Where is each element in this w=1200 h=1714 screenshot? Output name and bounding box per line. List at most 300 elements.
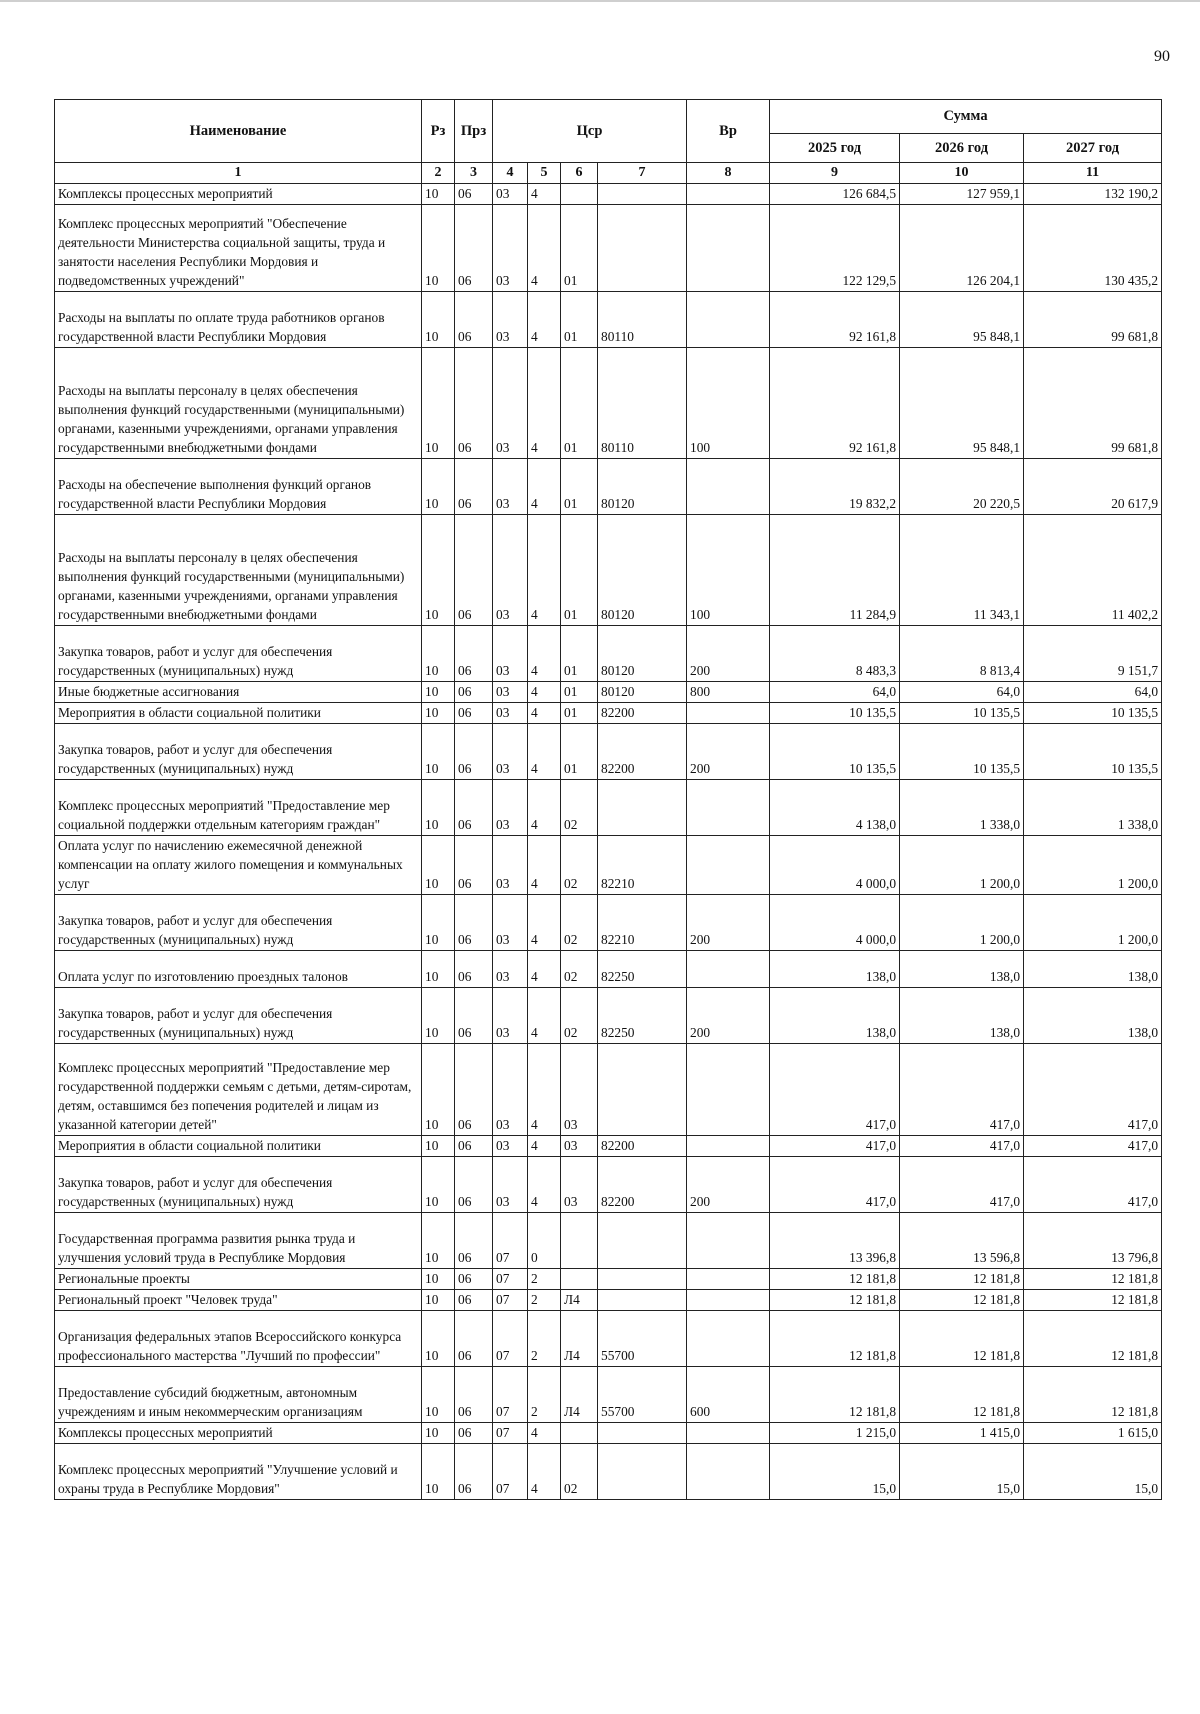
- row-prz: 06: [455, 1423, 493, 1444]
- row-amount-2026: 11 343,1: [900, 515, 1024, 626]
- row-prz: 06: [455, 1213, 493, 1269]
- row-cer-7: 55700: [598, 1311, 687, 1367]
- row-amount-2025: 126 684,5: [770, 184, 900, 205]
- row-amount-2027: 13 796,8: [1024, 1213, 1162, 1269]
- header-prz: Прз: [455, 100, 493, 163]
- row-cer-6: 01: [561, 459, 598, 515]
- row-rz: 10: [422, 895, 455, 951]
- header-name: Наименование: [55, 100, 422, 163]
- row-cer-7: 82200: [598, 724, 687, 780]
- budget-table: [54, 99, 1162, 1500]
- row-prz: 06: [455, 1311, 493, 1367]
- row-amount-2027: 10 135,5: [1024, 703, 1162, 724]
- row-amount-2027: 9 151,7: [1024, 626, 1162, 682]
- row-vr: 600: [687, 1367, 770, 1423]
- row-rz: 10: [422, 515, 455, 626]
- row-vr: [687, 205, 770, 292]
- table-row: [55, 515, 1162, 626]
- table-row: [55, 895, 1162, 951]
- row-amount-2026: 12 181,8: [900, 1269, 1024, 1290]
- row-cer-5: 2: [528, 1290, 561, 1311]
- row-cer-5: 4: [528, 682, 561, 703]
- column-number: 6: [561, 163, 598, 184]
- row-name: Предоставление субсидий бюджетным, автономным учреждениям и иным некоммерческим организациям: [55, 1367, 422, 1423]
- row-name: Закупка товаров, работ и услуг для обеспечения государственных (муниципальных) нужд: [55, 626, 422, 682]
- row-prz: 06: [455, 515, 493, 626]
- row-cer-6: 01: [561, 724, 598, 780]
- row-amount-2025: 12 181,8: [770, 1367, 900, 1423]
- row-rz: 10: [422, 348, 455, 459]
- row-cer-7: 80120: [598, 515, 687, 626]
- row-cer-4: 07: [493, 1213, 528, 1269]
- row-amount-2026: 12 181,8: [900, 1290, 1024, 1311]
- header-year-2026: 2026 год: [900, 134, 1024, 163]
- row-vr: 100: [687, 515, 770, 626]
- row-amount-2025: 138,0: [770, 988, 900, 1044]
- row-cer-4: 03: [493, 951, 528, 988]
- row-amount-2026: 1 415,0: [900, 1423, 1024, 1444]
- row-amount-2027: 99 681,8: [1024, 348, 1162, 459]
- table-row: [55, 205, 1162, 292]
- row-cer-4: 03: [493, 895, 528, 951]
- row-amount-2026: 64,0: [900, 682, 1024, 703]
- row-amount-2026: 10 135,5: [900, 703, 1024, 724]
- row-prz: 06: [455, 703, 493, 724]
- row-amount-2027: 1 200,0: [1024, 836, 1162, 895]
- row-rz: 10: [422, 951, 455, 988]
- header-vr: Вр: [687, 100, 770, 163]
- row-cer-6: Л4: [561, 1311, 598, 1367]
- table-row: [55, 1311, 1162, 1367]
- row-rz: 10: [422, 836, 455, 895]
- row-cer-7: 80120: [598, 459, 687, 515]
- row-cer-6: 02: [561, 1444, 598, 1500]
- row-name: Мероприятия в области социальной политики: [55, 703, 422, 724]
- row-vr: [687, 1213, 770, 1269]
- row-cer-6: 01: [561, 348, 598, 459]
- row-amount-2025: 417,0: [770, 1044, 900, 1136]
- row-amount-2025: 4 000,0: [770, 836, 900, 895]
- row-cer-7: [598, 1290, 687, 1311]
- row-cer-6: 01: [561, 703, 598, 724]
- row-cer-5: 4: [528, 515, 561, 626]
- row-name: Закупка товаров, работ и услуг для обеспечения государственных (муниципальных) нужд: [55, 724, 422, 780]
- table-row: [55, 951, 1162, 988]
- row-cer-6: [561, 1423, 598, 1444]
- row-vr: [687, 836, 770, 895]
- row-amount-2025: 13 396,8: [770, 1213, 900, 1269]
- row-name: Мероприятия в области социальной политики: [55, 1136, 422, 1157]
- row-name: Расходы на выплаты персоналу в целях обеспечения выполнения функций государственными (муниципальными) органами, казенными учреждениями, органами управления государственными внебюджетными фондами: [55, 515, 422, 626]
- row-rz: 10: [422, 1311, 455, 1367]
- row-name: Комплексы процессных мероприятий: [55, 184, 422, 205]
- row-amount-2027: 20 617,9: [1024, 459, 1162, 515]
- row-amount-2025: 15,0: [770, 1444, 900, 1500]
- row-amount-2027: 138,0: [1024, 951, 1162, 988]
- table-row: [55, 626, 1162, 682]
- row-amount-2027: 10 135,5: [1024, 724, 1162, 780]
- row-cer-6: 01: [561, 626, 598, 682]
- row-amount-2026: 1 338,0: [900, 780, 1024, 836]
- table-row: [55, 1444, 1162, 1500]
- row-amount-2026: 8 813,4: [900, 626, 1024, 682]
- column-number: 3: [455, 163, 493, 184]
- column-number: 10: [900, 163, 1024, 184]
- row-cer-4: 03: [493, 292, 528, 348]
- row-cer-6: [561, 1213, 598, 1269]
- row-name: Расходы на выплаты персоналу в целях обеспечения выполнения функций государственными (муниципальными) органами, казенными учреждениями, органами управления государственными внебюджетными фондами: [55, 348, 422, 459]
- row-amount-2025: 12 181,8: [770, 1311, 900, 1367]
- row-cer-6: 03: [561, 1157, 598, 1213]
- row-name: Региональный проект "Человек труда": [55, 1290, 422, 1311]
- row-rz: 10: [422, 988, 455, 1044]
- row-cer-5: 4: [528, 292, 561, 348]
- header-year-2025: 2025 год: [770, 134, 900, 163]
- row-name: Закупка товаров, работ и услуг для обеспечения государственных (муниципальных) нужд: [55, 1157, 422, 1213]
- row-cer-5: 4: [528, 1136, 561, 1157]
- row-cer-5: 4: [528, 626, 561, 682]
- row-prz: 06: [455, 724, 493, 780]
- row-amount-2027: 1 338,0: [1024, 780, 1162, 836]
- row-cer-4: 03: [493, 205, 528, 292]
- row-amount-2027: 99 681,8: [1024, 292, 1162, 348]
- row-amount-2025: 12 181,8: [770, 1290, 900, 1311]
- row-name: Оплата услуг по изготовлению проездных талонов: [55, 951, 422, 988]
- table-row: [55, 1213, 1162, 1269]
- row-cer-6: 01: [561, 292, 598, 348]
- row-vr: 800: [687, 682, 770, 703]
- row-amount-2026: 138,0: [900, 988, 1024, 1044]
- row-prz: 06: [455, 1444, 493, 1500]
- row-cer-4: 03: [493, 1136, 528, 1157]
- row-amount-2026: 1 200,0: [900, 895, 1024, 951]
- row-vr: 200: [687, 895, 770, 951]
- row-vr: [687, 1044, 770, 1136]
- row-rz: 10: [422, 1444, 455, 1500]
- row-amount-2025: 4 138,0: [770, 780, 900, 836]
- row-cer-6: 02: [561, 780, 598, 836]
- row-prz: 06: [455, 895, 493, 951]
- row-amount-2027: 130 435,2: [1024, 205, 1162, 292]
- row-cer-6: 03: [561, 1136, 598, 1157]
- row-vr: [687, 1269, 770, 1290]
- row-cer-6: [561, 184, 598, 205]
- column-number: 7: [598, 163, 687, 184]
- row-prz: 06: [455, 780, 493, 836]
- row-rz: 10: [422, 205, 455, 292]
- row-cer-6: 02: [561, 895, 598, 951]
- row-rz: 10: [422, 1423, 455, 1444]
- row-cer-7: 82210: [598, 836, 687, 895]
- row-amount-2026: 417,0: [900, 1136, 1024, 1157]
- row-cer-4: 03: [493, 682, 528, 703]
- row-cer-4: 03: [493, 703, 528, 724]
- row-vr: [687, 1136, 770, 1157]
- row-cer-5: 4: [528, 1444, 561, 1500]
- table-row: [55, 348, 1162, 459]
- row-amount-2025: 12 181,8: [770, 1269, 900, 1290]
- row-amount-2026: 20 220,5: [900, 459, 1024, 515]
- row-cer-4: 07: [493, 1290, 528, 1311]
- row-amount-2025: 8 483,3: [770, 626, 900, 682]
- table-row: [55, 184, 1162, 205]
- header-summa: Сумма: [770, 100, 1162, 134]
- row-cer-5: 4: [528, 348, 561, 459]
- row-cer-5: 4: [528, 703, 561, 724]
- row-cer-7: 82210: [598, 895, 687, 951]
- table-row: [55, 1157, 1162, 1213]
- page-number: 90: [1154, 48, 1170, 65]
- row-cer-4: 03: [493, 459, 528, 515]
- row-rz: 10: [422, 703, 455, 724]
- row-cer-5: 2: [528, 1311, 561, 1367]
- row-cer-4: 03: [493, 1157, 528, 1213]
- column-number: 4: [493, 163, 528, 184]
- row-amount-2025: 417,0: [770, 1136, 900, 1157]
- row-cer-7: 55700: [598, 1367, 687, 1423]
- header-rz: Рз: [422, 100, 455, 163]
- table-row: [55, 1044, 1162, 1136]
- row-name: Комплекс процессных мероприятий "Предоставление мер государственной поддержки семьям с детьми, детям-сиротам, детям, оставшимся без попечения родителей и лицам из указанной категории детей": [55, 1044, 422, 1136]
- row-prz: 06: [455, 1269, 493, 1290]
- row-amount-2027: 12 181,8: [1024, 1269, 1162, 1290]
- row-amount-2025: 64,0: [770, 682, 900, 703]
- row-vr: [687, 184, 770, 205]
- row-cer-6: Л4: [561, 1290, 598, 1311]
- table-row: [55, 292, 1162, 348]
- row-prz: 06: [455, 626, 493, 682]
- header-cer: Цср: [493, 100, 687, 163]
- row-amount-2025: 1 215,0: [770, 1423, 900, 1444]
- column-number: 11: [1024, 163, 1162, 184]
- row-name: Комплекс процессных мероприятий "Предоставление мер социальной поддержки отдельным категориям граждан": [55, 780, 422, 836]
- row-amount-2027: 1 200,0: [1024, 895, 1162, 951]
- row-cer-4: 03: [493, 348, 528, 459]
- row-cer-4: 03: [493, 1044, 528, 1136]
- row-cer-7: [598, 1044, 687, 1136]
- row-rz: 10: [422, 724, 455, 780]
- row-rz: 10: [422, 1269, 455, 1290]
- row-cer-7: [598, 184, 687, 205]
- row-vr: [687, 703, 770, 724]
- row-amount-2027: 132 190,2: [1024, 184, 1162, 205]
- row-amount-2025: 138,0: [770, 951, 900, 988]
- row-amount-2026: 126 204,1: [900, 205, 1024, 292]
- row-vr: 100: [687, 348, 770, 459]
- column-number: 5: [528, 163, 561, 184]
- row-prz: 06: [455, 1290, 493, 1311]
- row-amount-2026: 95 848,1: [900, 292, 1024, 348]
- row-prz: 06: [455, 184, 493, 205]
- row-amount-2025: 4 000,0: [770, 895, 900, 951]
- row-cer-5: 4: [528, 951, 561, 988]
- row-vr: [687, 1290, 770, 1311]
- row-cer-7: 82200: [598, 703, 687, 724]
- row-name: Расходы на выплаты по оплате труда работников органов государственной власти Республики Мордовия: [55, 292, 422, 348]
- row-name: Комплекс процессных мероприятий "Обеспечение деятельности Министерства социальной защиты, труда и занятости населения Республики Мордовия и подведомственных учреждений": [55, 205, 422, 292]
- row-cer-7: 80110: [598, 348, 687, 459]
- row-amount-2027: 417,0: [1024, 1044, 1162, 1136]
- row-prz: 06: [455, 1367, 493, 1423]
- row-amount-2027: 12 181,8: [1024, 1367, 1162, 1423]
- row-cer-6: 02: [561, 988, 598, 1044]
- row-cer-4: 03: [493, 780, 528, 836]
- row-prz: 06: [455, 459, 493, 515]
- row-name: Закупка товаров, работ и услуг для обеспечения государственных (муниципальных) нужд: [55, 895, 422, 951]
- row-rz: 10: [422, 184, 455, 205]
- row-cer-4: 03: [493, 184, 528, 205]
- row-cer-5: 4: [528, 836, 561, 895]
- row-cer-6: 01: [561, 515, 598, 626]
- row-cer-5: 4: [528, 895, 561, 951]
- row-cer-4: 03: [493, 988, 528, 1044]
- row-amount-2026: 10 135,5: [900, 724, 1024, 780]
- row-cer-4: 07: [493, 1311, 528, 1367]
- row-vr: 200: [687, 626, 770, 682]
- table-row: [55, 724, 1162, 780]
- row-amount-2027: 12 181,8: [1024, 1290, 1162, 1311]
- row-prz: 06: [455, 836, 493, 895]
- row-prz: 06: [455, 1157, 493, 1213]
- table-body: [55, 184, 1162, 1500]
- row-amount-2025: 10 135,5: [770, 724, 900, 780]
- row-vr: [687, 459, 770, 515]
- row-cer-5: 0: [528, 1213, 561, 1269]
- table-row: [55, 1136, 1162, 1157]
- row-cer-7: 82250: [598, 988, 687, 1044]
- row-amount-2026: 417,0: [900, 1157, 1024, 1213]
- column-number: 9: [770, 163, 900, 184]
- table-row: [55, 988, 1162, 1044]
- row-rz: 10: [422, 1044, 455, 1136]
- row-cer-6: 01: [561, 682, 598, 703]
- row-cer-5: 4: [528, 184, 561, 205]
- column-number: 8: [687, 163, 770, 184]
- row-name: Расходы на обеспечение выполнения функций органов государственной власти Республики Мордовия: [55, 459, 422, 515]
- row-amount-2026: 95 848,1: [900, 348, 1024, 459]
- row-vr: 200: [687, 988, 770, 1044]
- row-name: Организация федеральных этапов Всероссийского конкурса профессионального мастерства "Лучший по профессии": [55, 1311, 422, 1367]
- row-amount-2027: 15,0: [1024, 1444, 1162, 1500]
- table-row: [55, 703, 1162, 724]
- row-cer-7: [598, 1423, 687, 1444]
- row-amount-2026: 417,0: [900, 1044, 1024, 1136]
- table-row: [55, 682, 1162, 703]
- row-amount-2025: 122 129,5: [770, 205, 900, 292]
- table-row: [55, 836, 1162, 895]
- row-amount-2026: 12 181,8: [900, 1311, 1024, 1367]
- row-cer-5: 2: [528, 1367, 561, 1423]
- row-cer-6: Л4: [561, 1367, 598, 1423]
- row-cer-4: 03: [493, 626, 528, 682]
- row-prz: 06: [455, 205, 493, 292]
- table-row: [55, 1269, 1162, 1290]
- column-number: 1: [55, 163, 422, 184]
- row-vr: [687, 951, 770, 988]
- row-cer-7: [598, 1269, 687, 1290]
- row-cer-6: 01: [561, 205, 598, 292]
- row-name: Комплексы процессных мероприятий: [55, 1423, 422, 1444]
- row-prz: 06: [455, 951, 493, 988]
- row-cer-5: 4: [528, 988, 561, 1044]
- row-cer-7: [598, 780, 687, 836]
- row-amount-2027: 11 402,2: [1024, 515, 1162, 626]
- row-amount-2026: 1 200,0: [900, 836, 1024, 895]
- row-rz: 10: [422, 459, 455, 515]
- row-amount-2026: 12 181,8: [900, 1367, 1024, 1423]
- row-amount-2027: 138,0: [1024, 988, 1162, 1044]
- row-cer-4: 07: [493, 1423, 528, 1444]
- row-vr: 200: [687, 724, 770, 780]
- row-prz: 06: [455, 682, 493, 703]
- row-cer-7: [598, 1444, 687, 1500]
- row-cer-5: 4: [528, 780, 561, 836]
- row-amount-2027: 417,0: [1024, 1136, 1162, 1157]
- row-vr: [687, 292, 770, 348]
- row-cer-7: [598, 1213, 687, 1269]
- table-row: [55, 780, 1162, 836]
- row-cer-7: 82200: [598, 1136, 687, 1157]
- row-cer-6: [561, 1269, 598, 1290]
- row-rz: 10: [422, 292, 455, 348]
- row-cer-6: 03: [561, 1044, 598, 1136]
- row-amount-2026: 127 959,1: [900, 184, 1024, 205]
- row-amount-2025: 92 161,8: [770, 292, 900, 348]
- header-year-2027: 2027 год: [1024, 134, 1162, 163]
- row-rz: 10: [422, 626, 455, 682]
- row-vr: 200: [687, 1157, 770, 1213]
- row-name: Закупка товаров, работ и услуг для обеспечения государственных (муниципальных) нужд: [55, 988, 422, 1044]
- row-rz: 10: [422, 1157, 455, 1213]
- row-cer-5: 2: [528, 1269, 561, 1290]
- row-rz: 10: [422, 780, 455, 836]
- row-cer-4: 03: [493, 724, 528, 780]
- row-rz: 10: [422, 1136, 455, 1157]
- row-amount-2025: 19 832,2: [770, 459, 900, 515]
- column-number-row: [55, 163, 1162, 184]
- row-name: Государственная программа развития рынка труда и улучшения условий труда в Республике Мордовия: [55, 1213, 422, 1269]
- row-vr: [687, 1423, 770, 1444]
- row-prz: 06: [455, 292, 493, 348]
- row-cer-4: 07: [493, 1269, 528, 1290]
- row-prz: 06: [455, 348, 493, 459]
- row-rz: 10: [422, 1290, 455, 1311]
- row-cer-5: 4: [528, 724, 561, 780]
- row-cer-5: 4: [528, 1157, 561, 1213]
- row-cer-7: 82200: [598, 1157, 687, 1213]
- row-cer-6: 02: [561, 951, 598, 988]
- row-cer-6: 02: [561, 836, 598, 895]
- row-cer-5: 4: [528, 1423, 561, 1444]
- row-amount-2027: 417,0: [1024, 1157, 1162, 1213]
- row-name: Оплата услуг по начислению ежемесячной денежной компенсации на оплату жилого помещения и коммунальных услуг: [55, 836, 422, 895]
- row-amount-2027: 1 615,0: [1024, 1423, 1162, 1444]
- row-cer-7: 80120: [598, 626, 687, 682]
- row-cer-5: 4: [528, 1044, 561, 1136]
- table-row: [55, 1290, 1162, 1311]
- row-amount-2025: 11 284,9: [770, 515, 900, 626]
- table-row: [55, 1367, 1162, 1423]
- row-amount-2026: 15,0: [900, 1444, 1024, 1500]
- scan-edge: [0, 0, 1200, 2]
- row-cer-4: 07: [493, 1367, 528, 1423]
- table-row: [55, 459, 1162, 515]
- row-rz: 10: [422, 1367, 455, 1423]
- row-vr: [687, 1444, 770, 1500]
- row-cer-5: 4: [528, 205, 561, 292]
- row-prz: 06: [455, 1044, 493, 1136]
- row-rz: 10: [422, 682, 455, 703]
